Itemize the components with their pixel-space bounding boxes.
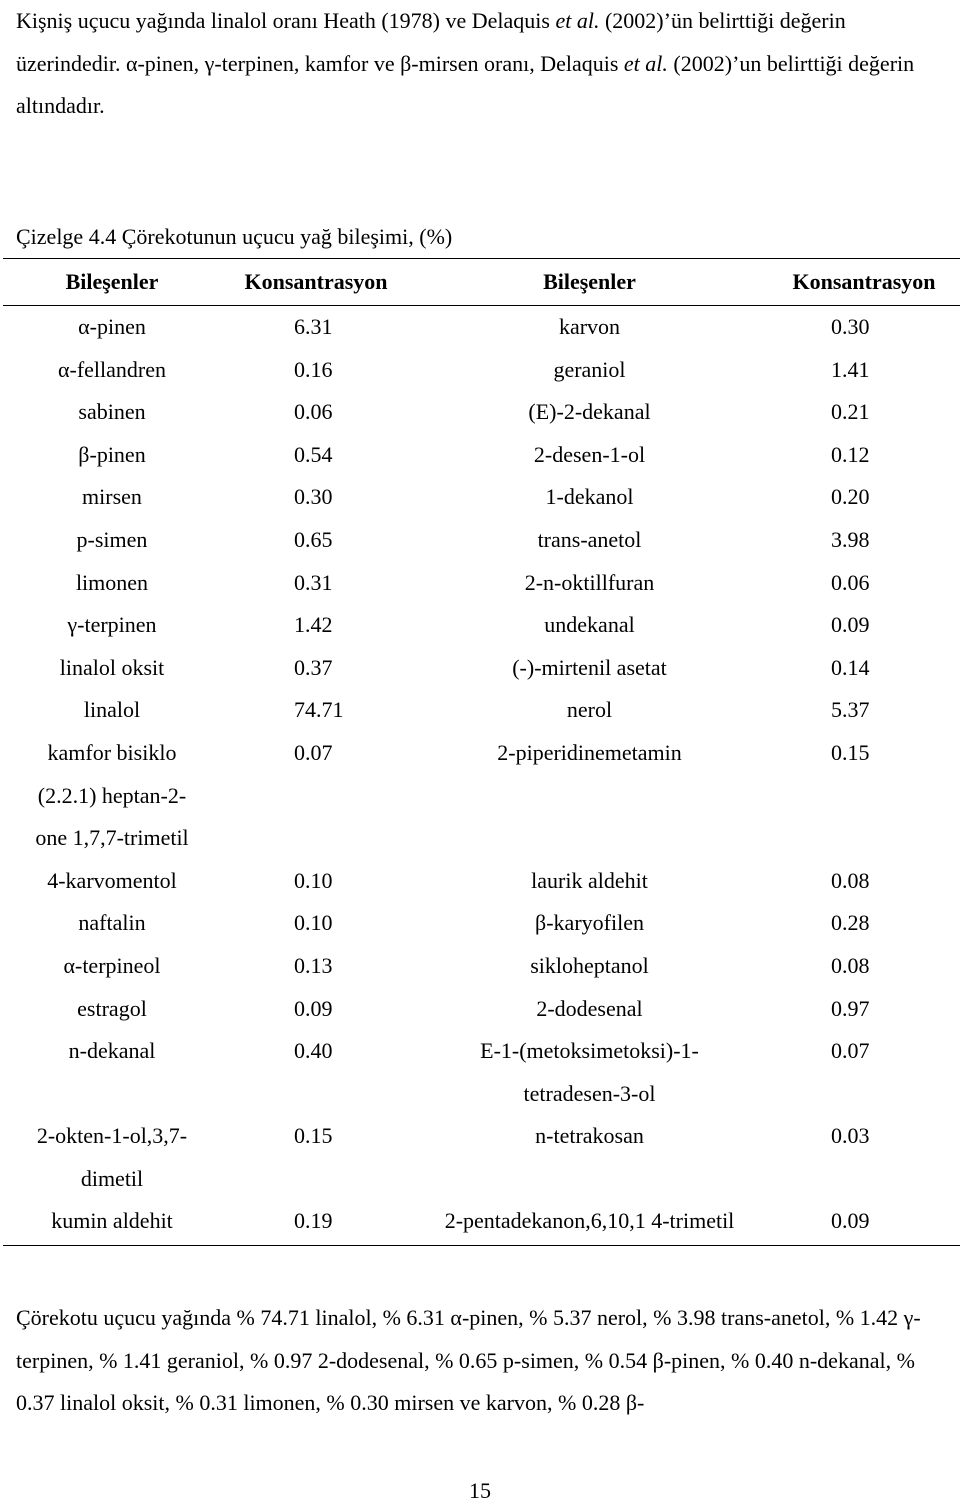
concentration-1-cell: 0.65 [294, 526, 333, 552]
intro-et-al-1: et al. [555, 8, 600, 33]
table-row [3, 519, 960, 562]
concentration-1-cell: 0.09 [294, 995, 333, 1021]
compound-2-cell: laurik aldehit [531, 867, 648, 893]
concentration-1-cell: 6.31 [294, 314, 333, 339]
compound-2-cell: 2-n-oktillfuran [524, 569, 655, 595]
concentration-2-cell: 1.41 [831, 356, 870, 382]
table-row [3, 988, 960, 1031]
compound-2-cell: 2-dodesenal [536, 995, 643, 1021]
concentration-2-cell: 0.06 [831, 569, 870, 595]
concentration-2-cell: 0.03 [831, 1123, 870, 1149]
table-row [3, 434, 960, 477]
compound-1-cell: α-terpineol [63, 952, 161, 978]
concentration-2-cell: 0.09 [831, 612, 870, 638]
table-row [3, 604, 960, 647]
compound-1-cell: naftalin [78, 910, 146, 936]
compound-1-cell: α-pinen [78, 314, 146, 339]
concentration-1-cell: 74.71 [294, 697, 344, 723]
compound-2-cell: 2-piperidinemetamin [497, 739, 682, 765]
header-concentration-2: Konsantrasyon [768, 259, 960, 306]
compound-2-cell: trans-anetol [537, 526, 642, 552]
compound-2-cell: undekanal [544, 612, 635, 638]
compound-2-cell: E-1-(metoksimetoksi)-1- tetradesen-3-ol [480, 1038, 699, 1106]
compound-1-cell: mirsen [82, 484, 142, 510]
concentration-1-cell: 0.06 [294, 399, 333, 425]
table-row [3, 562, 960, 605]
header-compound-2: Bileşenler [411, 259, 768, 306]
compound-1-cell: kumin aldehit [3, 1200, 221, 1245]
table-row [3, 732, 960, 860]
concentration-2-cell: 0.21 [831, 399, 870, 425]
compound-2-cell: karvon [558, 314, 621, 339]
compound-2-cell: (-)-mirtenil asetat [512, 654, 667, 680]
page-number: 15 [469, 1478, 491, 1503]
table-row [3, 306, 960, 349]
concentration-2-cell: 0.15 [831, 739, 870, 765]
compound-1-cell: p-simen [76, 526, 148, 552]
compound-2-cell: 1-dekanol [545, 484, 634, 510]
compound-1-cell: linalol oksit [59, 654, 165, 680]
intro-text-1: Kişniş uçucu yağında linalol oranı Heath (1978) ve Delaquis [16, 8, 556, 33]
composition-table [3, 258, 960, 1246]
table-row [3, 1200, 960, 1245]
compound-2-cell: geraniol [553, 356, 626, 382]
concentration-2-cell: 0.09 [768, 1200, 960, 1245]
concentration-1-cell: 0.13 [294, 952, 333, 978]
concentration-1-cell: 0.10 [294, 910, 333, 936]
concentration-2-cell: 0.14 [831, 654, 870, 680]
intro-et-al-2: et al. [623, 50, 668, 76]
table-row [3, 689, 960, 732]
intro-paragraph [16, 0, 950, 128]
concentration-2-cell: 0.08 [831, 867, 870, 893]
compound-2-cell: 2-desen-1-ol [533, 441, 646, 467]
concentration-1-cell: 0.31 [294, 569, 333, 595]
concentration-1-cell: 0.30 [294, 484, 333, 510]
compound-1-cell: α-fellandren [57, 356, 167, 382]
concentration-2-cell: 0.30 [831, 314, 870, 339]
header-concentration-1: Konsantrasyon [221, 259, 411, 306]
compound-2-cell: (E)-2-dekanal [528, 399, 651, 425]
compound-1-cell: 4-karvomentol [47, 867, 177, 893]
header-compound-1: Bileşenler [3, 259, 221, 306]
table-caption: Çizelge 4.4 Çörekotunun uçucu yağ bileşimi, (%) [16, 224, 453, 249]
table-row [3, 476, 960, 519]
concentration-1-cell: 0.54 [294, 441, 333, 467]
compound-1-cell: kamfor bisiklo (2.2.1) heptan-2- one 1,7,7-trimetil [35, 739, 189, 851]
concentration-1-cell: 0.37 [294, 654, 333, 680]
concentration-2-cell: 0.12 [831, 441, 870, 467]
table-row [3, 647, 960, 690]
concentration-2-cell: 0.07 [831, 1038, 870, 1064]
intro-text-3: (2002)’un belirttiği değerin altındadır. [16, 50, 915, 118]
concentration-1-cell: 0.07 [294, 739, 333, 765]
compound-1-cell: linalol [83, 697, 141, 723]
table-row [3, 902, 960, 945]
compound-1-cell: γ-terpinen [67, 612, 157, 638]
compound-1-cell: n-dekanal [68, 1038, 156, 1064]
concentration-2-cell: 0.08 [831, 952, 870, 978]
compound-2-cell: sikloheptanol [530, 952, 649, 978]
table-row [3, 349, 960, 392]
table-header-row [3, 259, 960, 306]
table-row [3, 945, 960, 988]
table-row [3, 391, 960, 434]
concentration-2-cell: 0.20 [831, 484, 870, 510]
concentration-1-cell: 0.15 [294, 1123, 333, 1149]
concentration-1-cell: 0.16 [294, 356, 333, 382]
compound-2-cell: n-tetrakosan [535, 1123, 644, 1149]
closing-paragraph: Çörekotu uçucu yağında % 74.71 linalol, % 6.31 α-pinen, % 5.37 nerol, % 3.98 trans-anetol, % 1.42 γ-terpinen, % 1.41 geraniol, % 0.97 2-dodesenal, % 0.65 p-simen, % 0.54 β-pinen, % 0.40 n-dekanal, % 0.37 linalol oksit, % 0.31 limonen, % 0.30 mirsen ve karvon, % 0.28 β- [16, 1305, 921, 1415]
concentration-2-cell: 0.97 [831, 995, 870, 1021]
concentration-1-cell: 0.10 [294, 867, 333, 893]
compound-2-cell: nerol [566, 697, 613, 723]
compound-1-cell: estragol [77, 995, 147, 1021]
compound-1-cell: sabinen [78, 399, 146, 425]
table-row [3, 1030, 960, 1115]
compound-2-cell: 2-pentadekanon,6,10,1 4-trimetil [411, 1200, 768, 1245]
compound-2-cell: β-karyofilen [535, 910, 644, 936]
concentration-2-cell: 5.37 [831, 697, 870, 723]
compound-1-cell: β-pinen [78, 441, 146, 467]
compound-1-cell: limonen [75, 569, 149, 595]
table-row [3, 1115, 960, 1200]
table-row [3, 860, 960, 903]
concentration-2-cell: 0.28 [831, 910, 870, 936]
concentration-1-cell: 0.19 [221, 1200, 411, 1245]
concentration-1-cell: 0.40 [294, 1038, 333, 1064]
intro-text-2: (2002)’ün belirttiği değerin üzerindedir. α-pinen, γ-terpinen, kamfor ve β-mirsen oranı, Delaquis [16, 8, 846, 76]
compound-1-cell: 2-okten-1-ol,3,7- dimetil [36, 1123, 188, 1191]
concentration-2-cell: 3.98 [831, 526, 870, 552]
concentration-1-cell: 1.42 [294, 612, 333, 638]
